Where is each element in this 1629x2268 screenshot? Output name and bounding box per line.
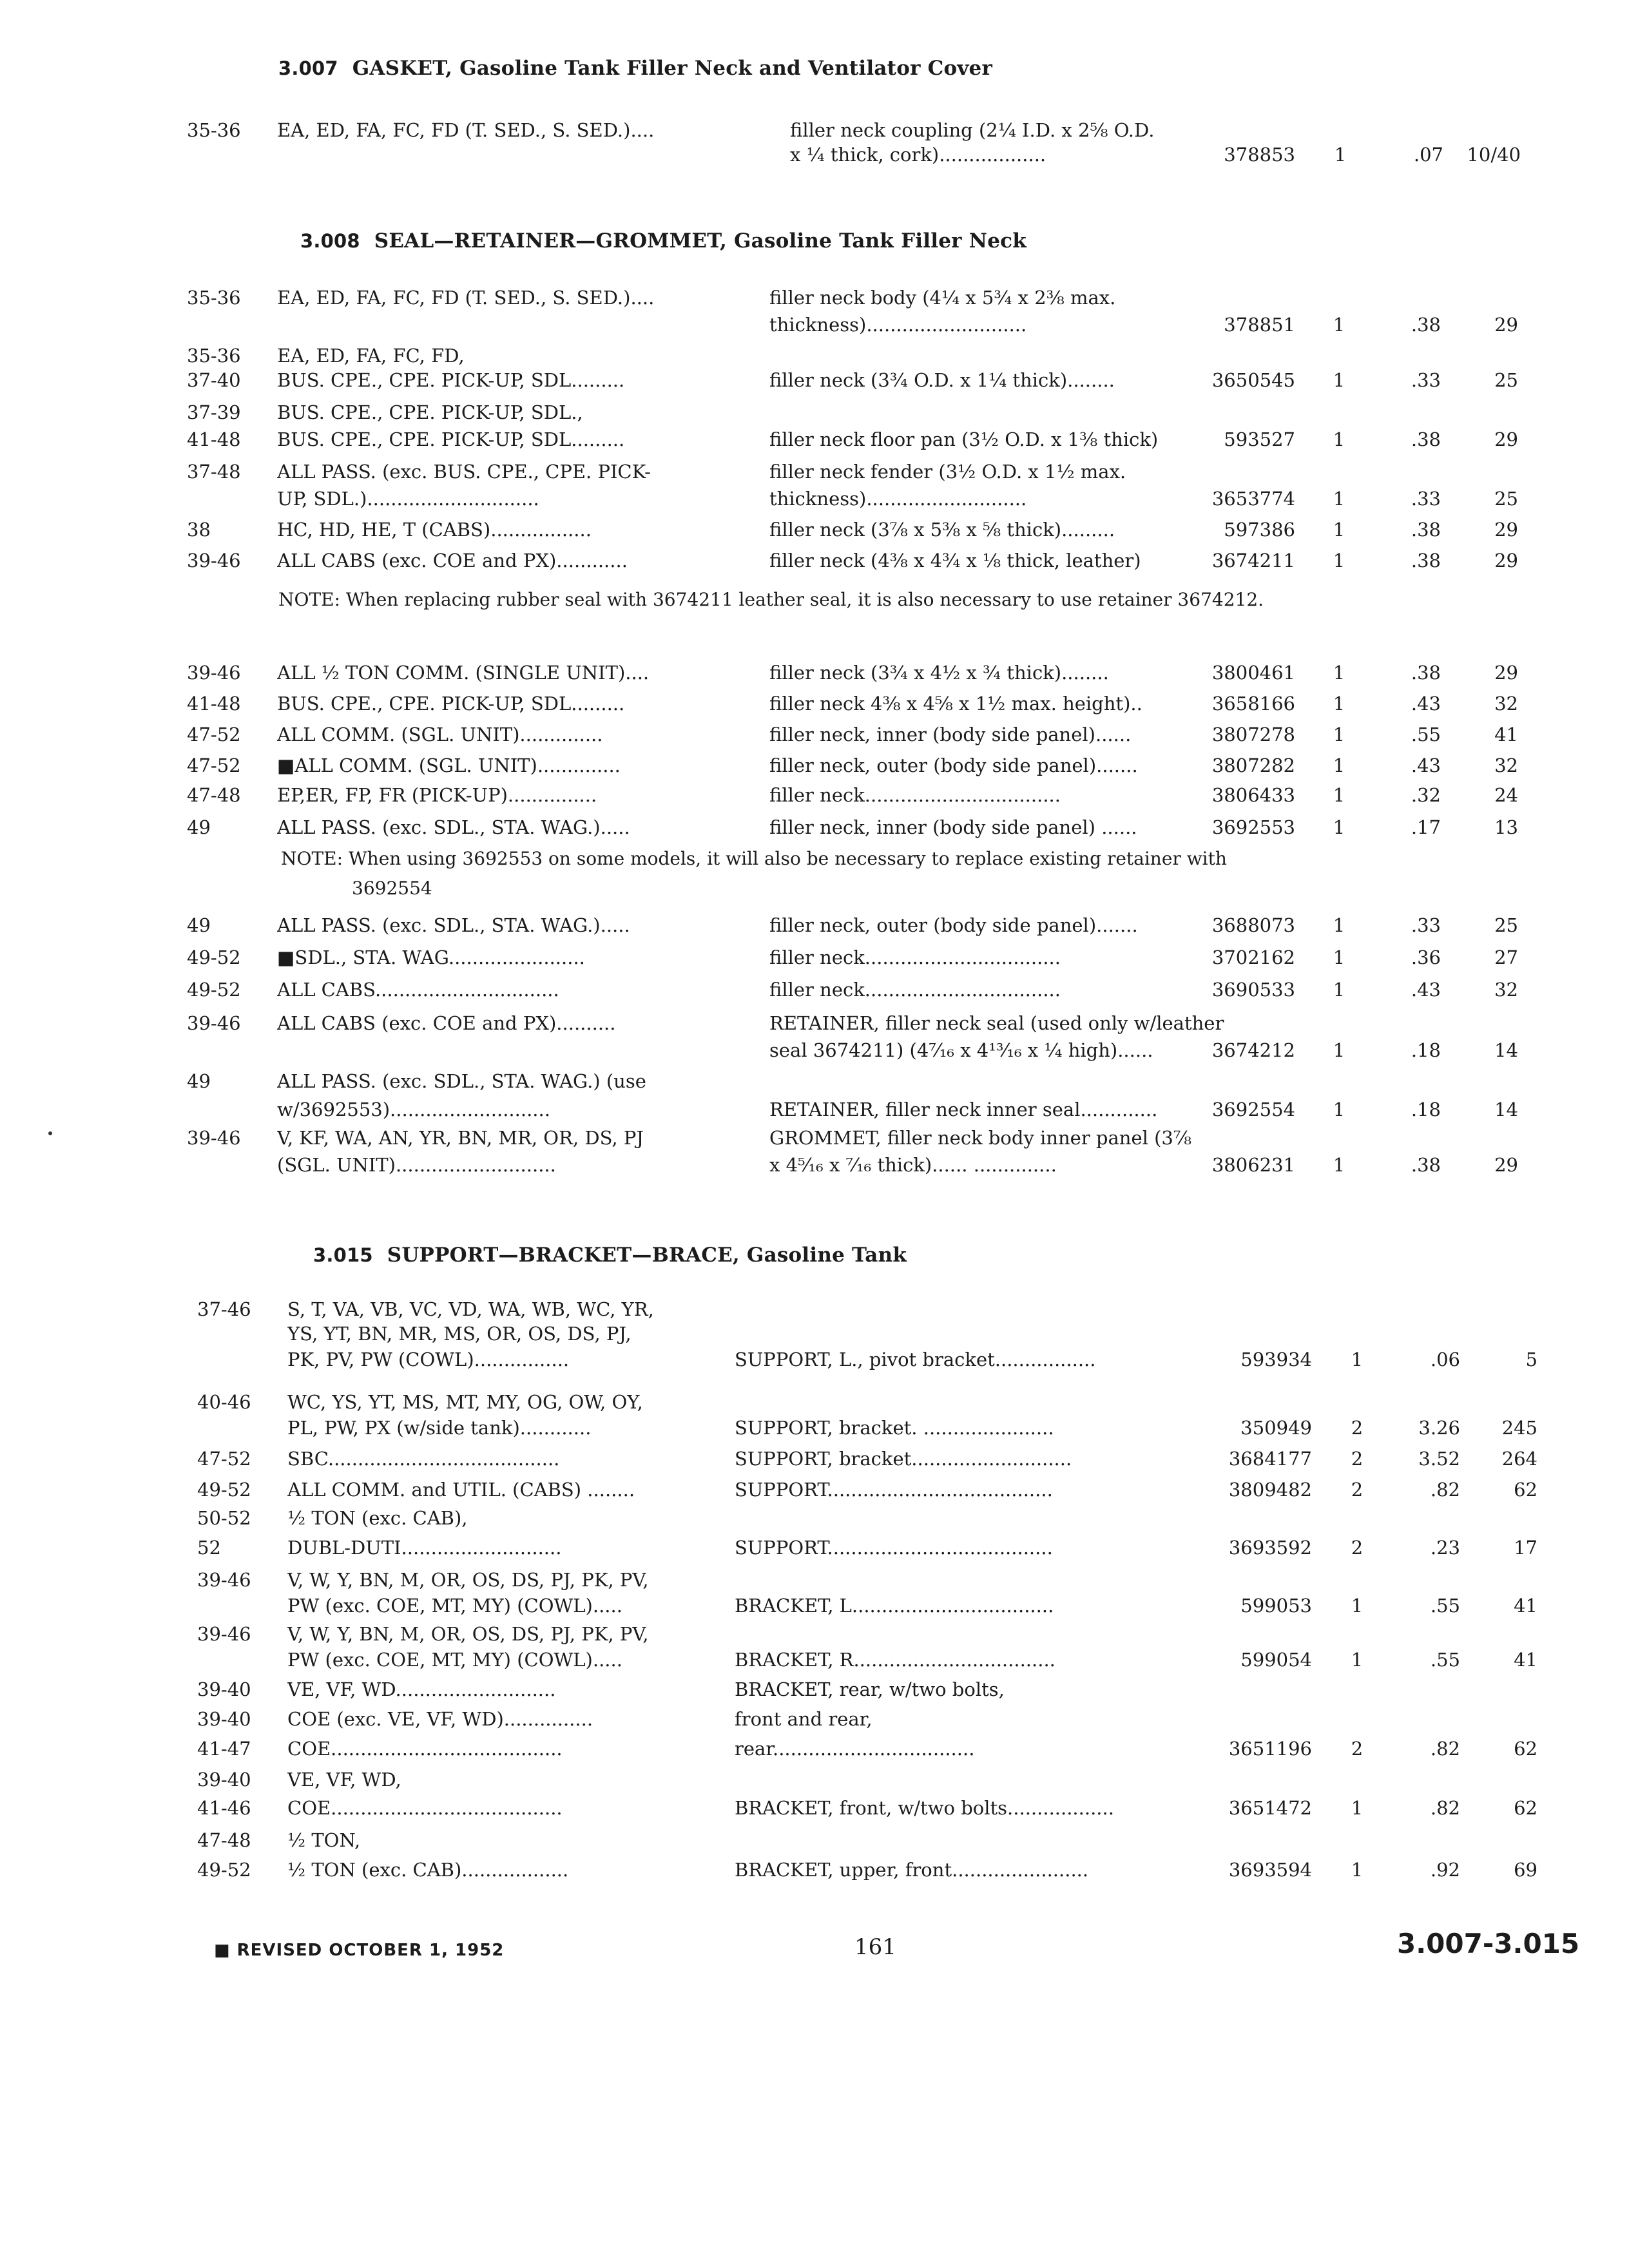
table-row [0,751,1629,780]
catalog-note [281,844,1280,903]
quantity-cell: 1 [1333,1154,1345,1176]
part-number-cell: 3653774 [1211,488,1295,510]
part-number-cell: 3674212 [1211,1039,1295,1061]
years-cell: 39-46 [187,550,241,572]
application-cell: COE (exc. VE, VF, WD)............... [287,1708,593,1730]
weight-cell: 24 [1494,784,1518,806]
application-cell: V, W, Y, BN, M, OR, OS, DS, PJ, PK, PV, [287,1623,649,1645]
table-row [0,1095,1629,1124]
table-row [0,689,1629,718]
quantity-cell: 1 [1333,724,1345,745]
weight-cell: 32 [1494,754,1518,776]
table-row [0,398,1629,427]
weight-cell: 245 [1501,1417,1537,1439]
quantity-cell: 1 [1333,519,1345,541]
list-price-cell: .82 [1430,1738,1460,1760]
page-number: 161 [854,1934,896,1960]
years-cell: 37-46 [197,1298,251,1320]
application-cell: ALL COMM. and UTIL. (CABS) ........ [287,1479,635,1501]
weight-cell: 41 [1514,1649,1537,1671]
application-cell: ■ALL COMM. (SGL. UNIT).............. [277,754,621,776]
part-number-cell: 3693592 [1228,1537,1312,1559]
application-cell: EP,ER, FP, FR (PICK-UP)............... [277,784,597,806]
section-title [300,229,1027,253]
table-row [0,1646,1629,1674]
note-text: NOTE: When replacing rubber seal with 3674211 leather seal, it is also necessary to use retainer 3674212. [278,589,1264,610]
weight-cell: 62 [1514,1797,1537,1819]
quantity-cell: 1 [1351,1349,1364,1370]
application-cell: ALL CABS............................... [277,979,559,1001]
description-cell: RETAINER, filler neck seal (used only w/leather [769,1012,1224,1034]
application-cell: ALL COMM. (SGL. UNIT).............. [277,724,603,745]
table-row [0,1794,1629,1822]
years-cell: 49 [187,1070,211,1092]
section-range: 3.007-3.015 [1397,1928,1580,1959]
list-price-cell: 3.52 [1418,1448,1460,1470]
weight-cell: 29 [1494,550,1518,572]
part-number-cell: 3651472 [1228,1797,1312,1819]
table-row [0,485,1629,513]
table-row [0,720,1629,749]
description-cell: filler neck, outer (body side panel)....... [769,754,1138,776]
weight-cell: 17 [1514,1537,1537,1559]
part-number-cell: 378853 [1224,144,1295,166]
application-cell: (SGL. UNIT)........................... [277,1154,556,1176]
quantity-cell: 1 [1333,947,1345,968]
description-cell: filler neck body (4¼ x 5¾ x 2⅜ max. [769,287,1116,309]
weight-cell: 32 [1494,693,1518,715]
list-price-cell: .33 [1411,488,1441,510]
weight-cell: 25 [1494,914,1518,936]
table-row [0,1445,1629,1473]
part-number-cell: 3650545 [1211,369,1295,391]
table-row [0,546,1629,575]
application-cell: PW (exc. COE, MT, MY) (COWL)..... [287,1595,622,1617]
weight-cell: 41 [1514,1595,1537,1617]
application-cell: ■SDL., STA. WAG....................... [277,947,585,968]
table-row [0,1388,1629,1416]
section-number: 3.008 [300,230,360,252]
table-row [0,1067,1629,1095]
years-cell: 49 [187,816,211,838]
years-cell: 39-46 [197,1569,251,1591]
application-cell: PL, PW, PX (w/side tank)............ [287,1417,592,1439]
description-cell: SUPPORT...................................... [735,1537,1053,1559]
application-cell: COE....................................... [287,1797,563,1819]
part-number-cell: 3807282 [1211,754,1295,776]
years-cell: 47-52 [187,754,241,776]
part-number-cell: 3806433 [1211,784,1295,806]
quantity-cell: 2 [1351,1448,1364,1470]
years-cell: 39-40 [197,1678,251,1700]
part-number-cell: 3658166 [1211,693,1295,715]
weight-cell: 29 [1494,519,1518,541]
description-cell: filler neck (4⅜ x 4¾ x ⅛ thick, leather) [769,550,1141,572]
years-cell: 47-52 [187,724,241,745]
part-number-cell: 3806231 [1211,1154,1295,1176]
part-number-cell: 597386 [1224,519,1295,541]
quantity-cell: 1 [1351,1859,1364,1881]
weight-cell: 29 [1494,428,1518,450]
list-price-cell: .23 [1430,1537,1460,1559]
application-cell: YS, YT, BN, MR, MS, OR, OS, DS, PJ, [287,1323,631,1345]
years-cell: 38 [187,519,211,541]
description-cell: filler neck (3¾ x 4½ x ¾ thick)........ [769,662,1109,684]
part-number-cell: 3692554 [1211,1099,1295,1120]
years-cell: 39-46 [197,1623,251,1645]
description-cell: BRACKET, upper, front....................... [735,1859,1089,1881]
table-row [0,1036,1629,1064]
section-title [278,57,992,80]
weight-cell: 13 [1494,816,1518,838]
table-row [0,1151,1629,1179]
list-price-cell: .43 [1411,979,1441,1001]
weight-cell: 29 [1494,314,1518,336]
quantity-cell: 1 [1351,1595,1364,1617]
description-cell: rear.................................. [735,1738,975,1760]
years-cell: 41-47 [197,1738,251,1760]
description-cell: SUPPORT...................................... [735,1479,1053,1501]
list-price-cell: .07 [1413,144,1443,166]
application-cell: ALL PASS. (exc. SDL., STA. WAG.) (use [277,1070,646,1092]
table-row [0,457,1629,486]
application-cell: UP, SDL.)............................. [277,488,539,510]
application-cell: DUBL-DUTI........................... [287,1537,562,1559]
years-cell: 39-40 [197,1708,251,1730]
part-number-cell: 3702162 [1211,947,1295,968]
table-row [0,943,1629,972]
quantity-cell: 1 [1333,488,1345,510]
years-cell: 37-48 [187,461,241,483]
list-price-cell: .38 [1411,662,1441,684]
application-cell: PK, PV, PW (COWL)................ [287,1349,570,1370]
description-cell: filler neck, inner (body side panel) ...... [769,816,1137,838]
application-cell: HC, HD, HE, T (CABS)................. [277,519,592,541]
list-price-cell: .43 [1411,693,1441,715]
description-cell: filler neck................................. [769,947,1061,968]
part-number-cell: 3688073 [1211,914,1295,936]
part-number-cell: 599053 [1240,1595,1312,1617]
years-cell: 37-39 [187,401,241,423]
part-number-cell: 3800461 [1211,662,1295,684]
part-number-cell: 599054 [1240,1649,1312,1671]
list-price-cell: .36 [1411,947,1441,968]
table-row [0,515,1629,544]
weight-cell: 41 [1494,724,1518,745]
description-cell: BRACKET, L.................................. [735,1595,1054,1617]
quantity-cell: 1 [1333,1039,1345,1061]
description-cell: thickness)........................... [769,488,1027,510]
quantity-cell: 1 [1351,1797,1364,1819]
description-cell: BRACKET, front, w/two bolts.................. [735,1797,1114,1819]
list-price-cell: .18 [1411,1099,1441,1120]
part-number-cell: 3693594 [1228,1859,1312,1881]
description-cell: x 4⁵⁄₁₆ x ⁷⁄₁₆ thick)...... .............. [769,1154,1057,1176]
application-cell: COE....................................... [287,1738,563,1760]
table-row [0,1735,1629,1763]
part-number-cell: 3692553 [1211,816,1295,838]
application-cell: BUS. CPE., CPE. PICK-UP, SDL......... [277,369,625,391]
part-number-cell: 378851 [1224,314,1295,336]
section-heading: SUPPORT—BRACKET—BRACE, Gasoline Tank [387,1244,907,1267]
list-price-cell: .33 [1411,914,1441,936]
part-number-cell: 3674211 [1211,550,1295,572]
quantity-cell: 1 [1351,1649,1364,1671]
description-cell: BRACKET, R.................................. [735,1649,1055,1671]
table-row [0,1533,1629,1562]
years-cell: 40-46 [197,1391,251,1413]
weight-cell: 25 [1494,369,1518,391]
table-row [0,781,1629,809]
description-cell: filler neck fender (3½ O.D. x 1½ max. [769,461,1126,483]
table-row [0,1345,1629,1374]
description-cell: filler neck (3⅞ x 5⅜ x ⅝ thick)......... [769,519,1115,541]
list-price-cell: .18 [1411,1039,1441,1061]
years-cell: 49-52 [197,1859,251,1881]
application-cell: VE, VF, WD........................... [287,1678,556,1700]
description-cell: filler neck 4⅜ x 4⅝ x 1½ max. height).. [769,693,1142,715]
application-cell: ALL PASS. (exc. BUS. CPE., CPE. PICK- [277,461,651,483]
section-number: 3.015 [313,1244,373,1266]
list-price-cell: .17 [1411,816,1441,838]
weight-cell: 27 [1494,947,1518,968]
table-row [0,1504,1629,1532]
list-price-cell: .38 [1411,314,1441,336]
list-price-cell: .32 [1411,784,1441,806]
table-row [0,658,1629,687]
table-row [0,140,1629,169]
section-title [313,1244,907,1267]
years-cell: 39-46 [187,1012,241,1034]
years-cell: 49-52 [187,947,241,968]
quantity-cell: 1 [1333,693,1345,715]
application-cell: ALL CABS (exc. COE and PX)............ [277,550,628,572]
application-cell: ALL PASS. (exc. SDL., STA. WAG.)..... [277,816,630,838]
years-cell: 39-46 [187,662,241,684]
years-cell: 47-48 [197,1829,251,1851]
quantity-cell: 1 [1333,784,1345,806]
application-cell: BUS. CPE., CPE. PICK-UP, SDL......... [277,693,625,715]
application-cell: EA, ED, FA, FC, FD (T. SED., S. SED.).... [277,119,655,141]
years-cell: 49 [187,914,211,936]
description-cell: filler neck, inner (body side panel)...... [769,724,1132,745]
quantity-cell: 1 [1333,314,1345,336]
table-row [0,284,1629,312]
weight-cell: 14 [1494,1099,1518,1120]
list-price-cell: .33 [1411,369,1441,391]
years-cell: 49-52 [187,979,241,1001]
table-row [0,1826,1629,1854]
catalog-note [278,585,1277,615]
years-cell: 41-46 [197,1797,251,1819]
quantity-cell: 2 [1351,1738,1364,1760]
description-cell: GROMMET, filler neck body inner panel (3⅞ [769,1127,1191,1149]
list-price-cell: .82 [1430,1479,1460,1501]
list-price-cell: .82 [1430,1797,1460,1819]
table-row [0,1705,1629,1733]
years-cell: 41-48 [187,428,241,450]
description-cell: SUPPORT, bracket. ...................... [735,1417,1054,1439]
weight-cell: 25 [1494,488,1518,510]
table-row [0,975,1629,1004]
application-cell: ½ TON, [287,1829,361,1851]
revision-note: ■ REVISED OCTOBER 1, 1952 [214,1941,505,1960]
list-price-cell: .38 [1411,550,1441,572]
weight-cell: 264 [1501,1448,1537,1470]
years-cell: 50-52 [197,1507,251,1529]
application-cell: SBC....................................... [287,1448,560,1470]
years-cell: 47-52 [197,1448,251,1470]
quantity-cell: 1 [1333,662,1345,684]
application-cell: BUS. CPE., CPE. PICK-UP, SDL......... [277,428,625,450]
part-number-cell: 593934 [1240,1349,1312,1370]
years-cell: 35-36 [187,287,241,309]
application-cell: ½ TON (exc. CAB), [287,1507,468,1529]
description-cell: filler neck, outer (body side panel)....... [769,914,1138,936]
description-cell: filler neck................................. [769,979,1061,1001]
application-cell: VE, VF, WD, [287,1769,401,1791]
years-cell: 47-48 [187,784,241,806]
description-cell: SUPPORT, L., pivot bracket................. [735,1349,1096,1370]
list-price-cell: .06 [1430,1349,1460,1370]
description-cell: RETAINER, filler neck inner seal............. [769,1099,1158,1120]
application-cell: BUS. CPE., CPE. PICK-UP, SDL., [277,401,583,423]
quantity-cell: 1 [1334,144,1347,166]
quantity-cell: 1 [1333,550,1345,572]
description-cell: filler neck (3¾ O.D. x 1¼ thick)........ [769,369,1115,391]
quantity-cell: 1 [1333,1099,1345,1120]
quantity-cell: 2 [1351,1537,1364,1559]
table-row [0,1765,1629,1794]
part-number-cell: 3807278 [1211,724,1295,745]
list-price-cell: .55 [1430,1649,1460,1671]
application-cell: V, KF, WA, AN, YR, BN, MR, OR, DS, PJ [277,1127,644,1149]
list-price-cell: .55 [1411,724,1441,745]
table-row [0,425,1629,454]
part-number-cell: 3690533 [1211,979,1295,1001]
quantity-cell: 1 [1333,979,1345,1001]
weight-cell: 10/40 [1467,144,1521,166]
table-row [0,1675,1629,1704]
application-cell: EA, ED, FA, FC, FD (T. SED., S. SED.).... [277,287,655,309]
description-cell: x ¼ thick, cork).................. [790,144,1046,166]
quantity-cell: 1 [1333,914,1345,936]
table-row [0,1856,1629,1884]
application-cell: V, W, Y, BN, M, OR, OS, DS, PJ, PK, PV, [287,1569,649,1591]
list-price-cell: 3.26 [1418,1417,1460,1439]
years-cell: 49-52 [197,1479,251,1501]
table-row [0,1414,1629,1442]
years-cell: 39-40 [197,1769,251,1791]
description-cell: BRACKET, rear, w/two bolts, [735,1678,1005,1700]
application-cell: w/3692553)........................... [277,1099,550,1120]
application-cell: ALL ½ TON COMM. (SINGLE UNIT).... [277,662,650,684]
application-cell: ALL PASS. (exc. SDL., STA. WAG.)..... [277,914,630,936]
weight-cell: 62 [1514,1738,1537,1760]
description-cell: thickness)........................... [769,314,1027,336]
table-row [0,1124,1629,1152]
part-number-cell: 3684177 [1228,1448,1312,1470]
quantity-cell: 2 [1351,1479,1364,1501]
description-cell: SUPPORT, bracket........................... [735,1448,1072,1470]
part-number-cell: 350949 [1240,1417,1312,1439]
list-price-cell: .55 [1430,1595,1460,1617]
quantity-cell: 2 [1351,1417,1364,1439]
list-price-cell: .92 [1430,1859,1460,1881]
quantity-cell: 1 [1333,369,1345,391]
quantity-cell: 1 [1333,816,1345,838]
application-cell: EA, ED, FA, FC, FD, [277,345,465,367]
description-cell: seal 3674211) (4⁷⁄₁₆ x 4¹³⁄₁₆ x ¼ high)...... [769,1039,1153,1061]
quantity-cell: 1 [1333,428,1345,450]
table-row [0,1009,1629,1037]
description-cell: filler neck coupling (2¼ I.D. x 2⅝ O.D. [790,119,1155,141]
weight-cell: 62 [1514,1479,1537,1501]
description-cell: filler neck................................. [769,784,1061,806]
section-number: 3.007 [278,57,338,79]
part-number-cell: 593527 [1224,428,1295,450]
description-cell: filler neck floor pan (3½ O.D. x 1⅜ thick) [769,428,1159,450]
weight-cell: 29 [1494,1154,1518,1176]
weight-cell: 29 [1494,662,1518,684]
years-cell: 39-46 [187,1127,241,1149]
years-cell: 52 [197,1537,221,1559]
stray-mark [48,1131,52,1135]
list-price-cell: .43 [1411,754,1441,776]
note-text: NOTE: When using 3692553 on some models, it will also be necessary to replace existing retainer with 3692554 [281,848,1227,899]
quantity-cell: 1 [1333,754,1345,776]
table-row [0,813,1629,841]
table-row [0,1566,1629,1594]
section-heading: GASKET, Gasoline Tank Filler Neck and Ventilator Cover [352,57,993,80]
list-price-cell: .38 [1411,428,1441,450]
table-row [0,311,1629,339]
years-cell: 35-36 [187,119,241,141]
table-row [0,366,1629,394]
weight-cell: 5 [1525,1349,1537,1370]
description-cell: front and rear, [735,1708,872,1730]
application-cell: PW (exc. COE, MT, MY) (COWL)..... [287,1649,622,1671]
years-cell: 37-40 [187,369,241,391]
weight-cell: 32 [1494,979,1518,1001]
years-cell: 41-48 [187,693,241,715]
application-cell: S, T, VA, VB, VC, VD, WA, WB, WC, YR, [287,1298,654,1320]
list-price-cell: .38 [1411,519,1441,541]
weight-cell: 69 [1514,1859,1537,1881]
table-row [0,911,1629,939]
table-row [0,1591,1629,1620]
application-cell: WC, YS, YT, MS, MT, MY, OG, OW, OY, [287,1391,643,1413]
part-number-cell: 3809482 [1228,1479,1312,1501]
table-row [0,1620,1629,1648]
part-number-cell: 3651196 [1228,1738,1312,1760]
table-row [0,1475,1629,1504]
application-cell: ALL CABS (exc. COE and PX).......... [277,1012,616,1034]
years-cell: 35-36 [187,345,241,367]
application-cell: ½ TON (exc. CAB).................. [287,1859,569,1881]
table-row [0,1320,1629,1348]
list-price-cell: .38 [1411,1154,1441,1176]
section-heading: SEAL—RETAINER—GROMMET, Gasoline Tank Filler Neck [374,229,1027,253]
weight-cell: 14 [1494,1039,1518,1061]
